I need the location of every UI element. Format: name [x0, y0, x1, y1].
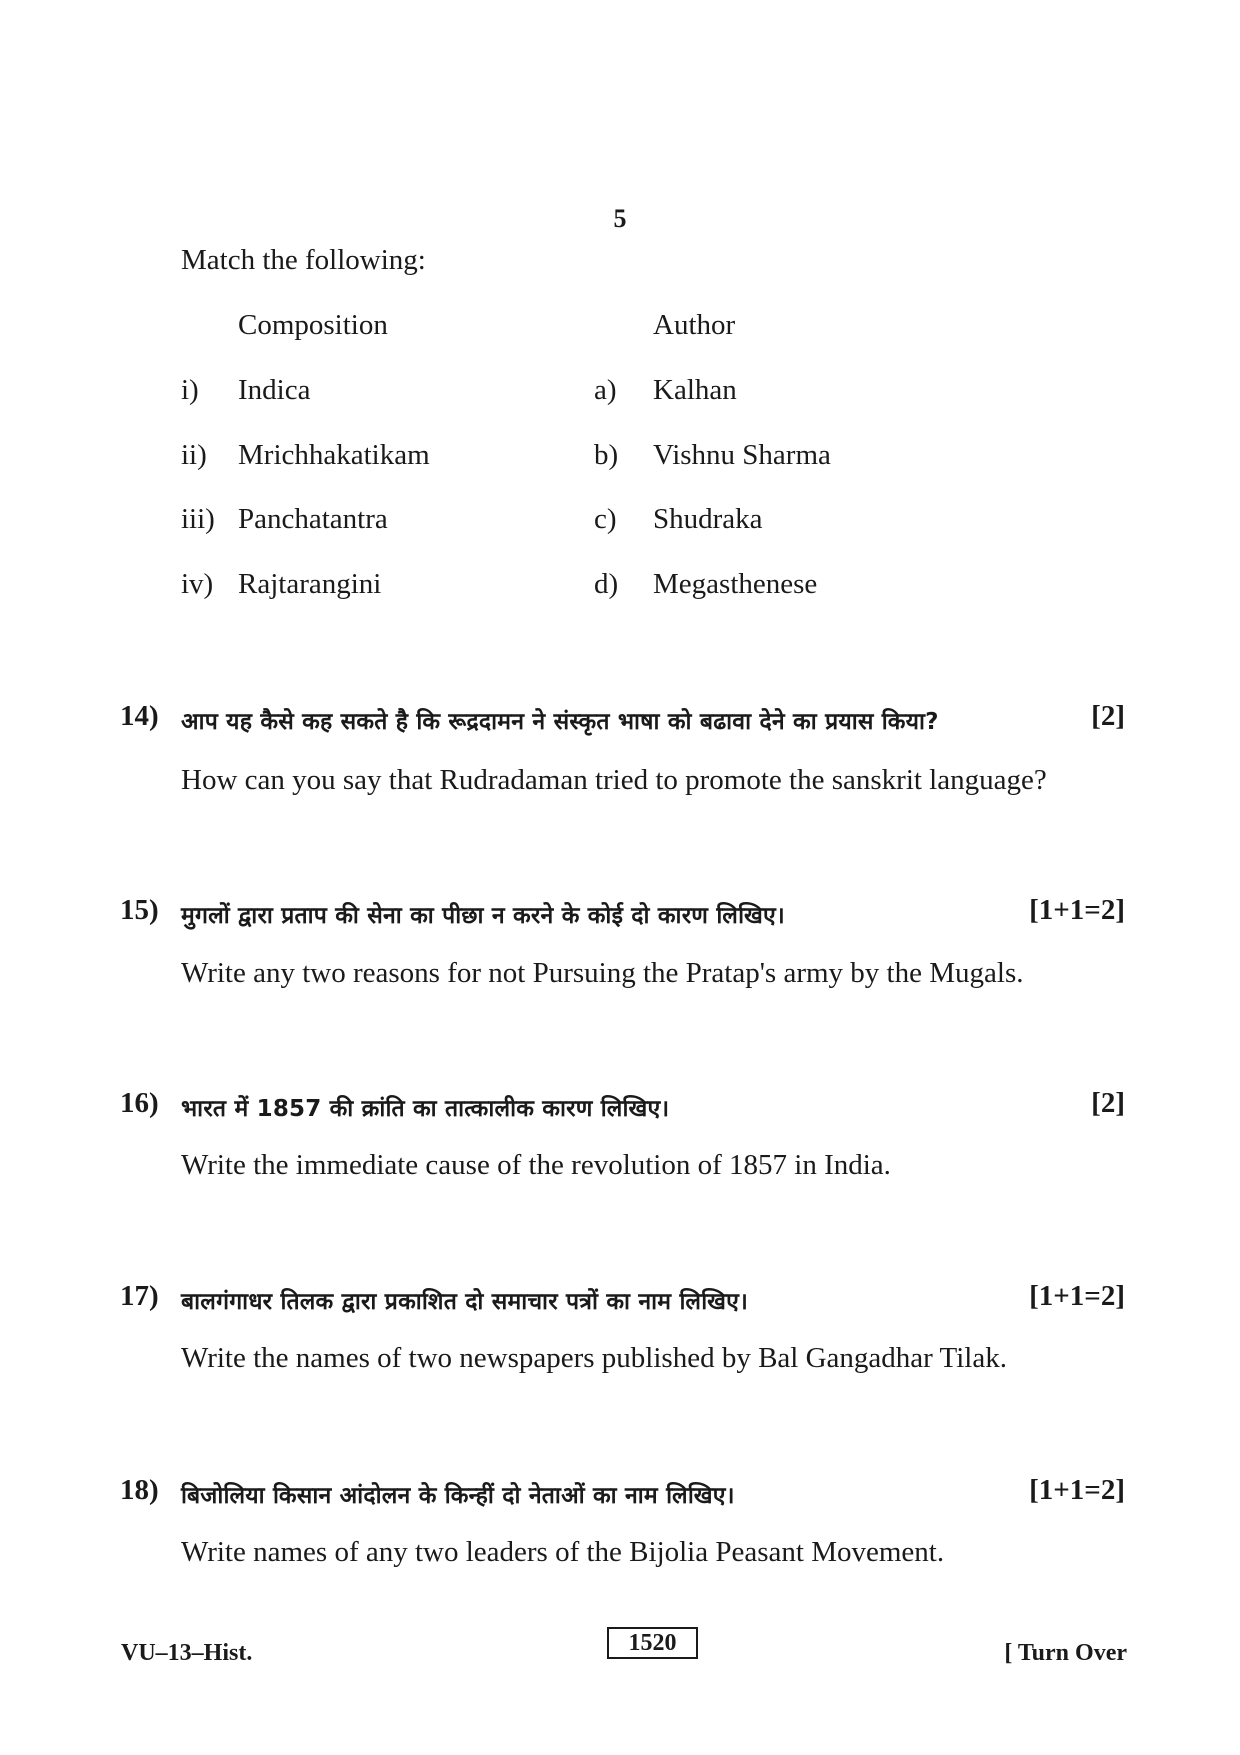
roman-numeral: i) [181, 374, 199, 406]
page-code-box: 1520 [607, 1627, 698, 1659]
composition: Mrichhakatikam [238, 439, 430, 471]
roman-numeral: iii) [181, 503, 215, 535]
question-number: 15) [120, 894, 159, 926]
question-hindi: मुगलों द्वारा प्रताप की सेना का पीछा न करने के कोई दो कारण लिखिए। [181, 903, 785, 929]
page-number: 5 [613, 204, 627, 233]
question-marks: [1+1=2] [1029, 1474, 1125, 1506]
question-number: 16) [120, 1087, 159, 1119]
author: Kalhan [653, 374, 737, 406]
question-marks: [1+1=2] [1029, 894, 1125, 926]
question-hindi: बालगंगाधर तिलक द्वारा प्रकाशित दो समाचार पत्रों का नाम लिखिए। [181, 1289, 749, 1315]
question-english: Write the immediate cause of the revolution of 1857 in India. [181, 1149, 891, 1181]
turn-over-label: [ Turn Over [1004, 1640, 1127, 1666]
question-hindi: भारत में 1857 की क्रांति का तात्कालीक कारण लिखिए। [181, 1096, 670, 1122]
question-number: 17) [120, 1280, 159, 1312]
question-number: 14) [120, 700, 159, 732]
question-english: Write the names of two newspapers published by Bal Gangadhar Tilak. [181, 1342, 1007, 1374]
composition: Rajtarangini [238, 568, 382, 600]
option-letter: c) [594, 503, 617, 535]
composition: Indica [238, 374, 311, 406]
option-letter: a) [594, 374, 617, 406]
question-english: How can you say that Rudradaman tried to promote the sanskrit language? [181, 764, 1047, 796]
question-english: Write any two reasons for not Pursuing the Pratap's army by the Mugals. [181, 957, 1024, 989]
question-marks: [1+1=2] [1029, 1280, 1125, 1312]
question-marks: [2] [1091, 700, 1125, 732]
paper-code: VU–13–Hist. [121, 1640, 253, 1666]
question-number: 18) [120, 1474, 159, 1506]
option-letter: b) [594, 439, 619, 471]
question-hindi: आप यह कैसे कह सकते है कि रूद्रदामन ने संस्कृत भाषा को बढावा देने का प्रयास किया? [181, 709, 939, 735]
roman-numeral: iv) [181, 568, 214, 600]
question-hindi: बिजोलिया किसान आंदोलन के किन्हीं दो नेताओं का नाम लिखिए। [181, 1483, 735, 1509]
author: Megasthenese [653, 568, 818, 600]
author: Vishnu Sharma [653, 439, 831, 471]
option-letter: d) [594, 568, 619, 600]
column-header-author: Author [653, 309, 736, 341]
roman-numeral: ii) [181, 439, 207, 471]
question-marks: [2] [1091, 1087, 1125, 1119]
question-english: Write names of any two leaders of the Bijolia Peasant Movement. [181, 1536, 945, 1568]
column-header-composition: Composition [238, 309, 388, 341]
author: Shudraka [653, 503, 763, 535]
composition: Panchatantra [238, 503, 388, 535]
match-heading: Match the following: [181, 244, 426, 276]
